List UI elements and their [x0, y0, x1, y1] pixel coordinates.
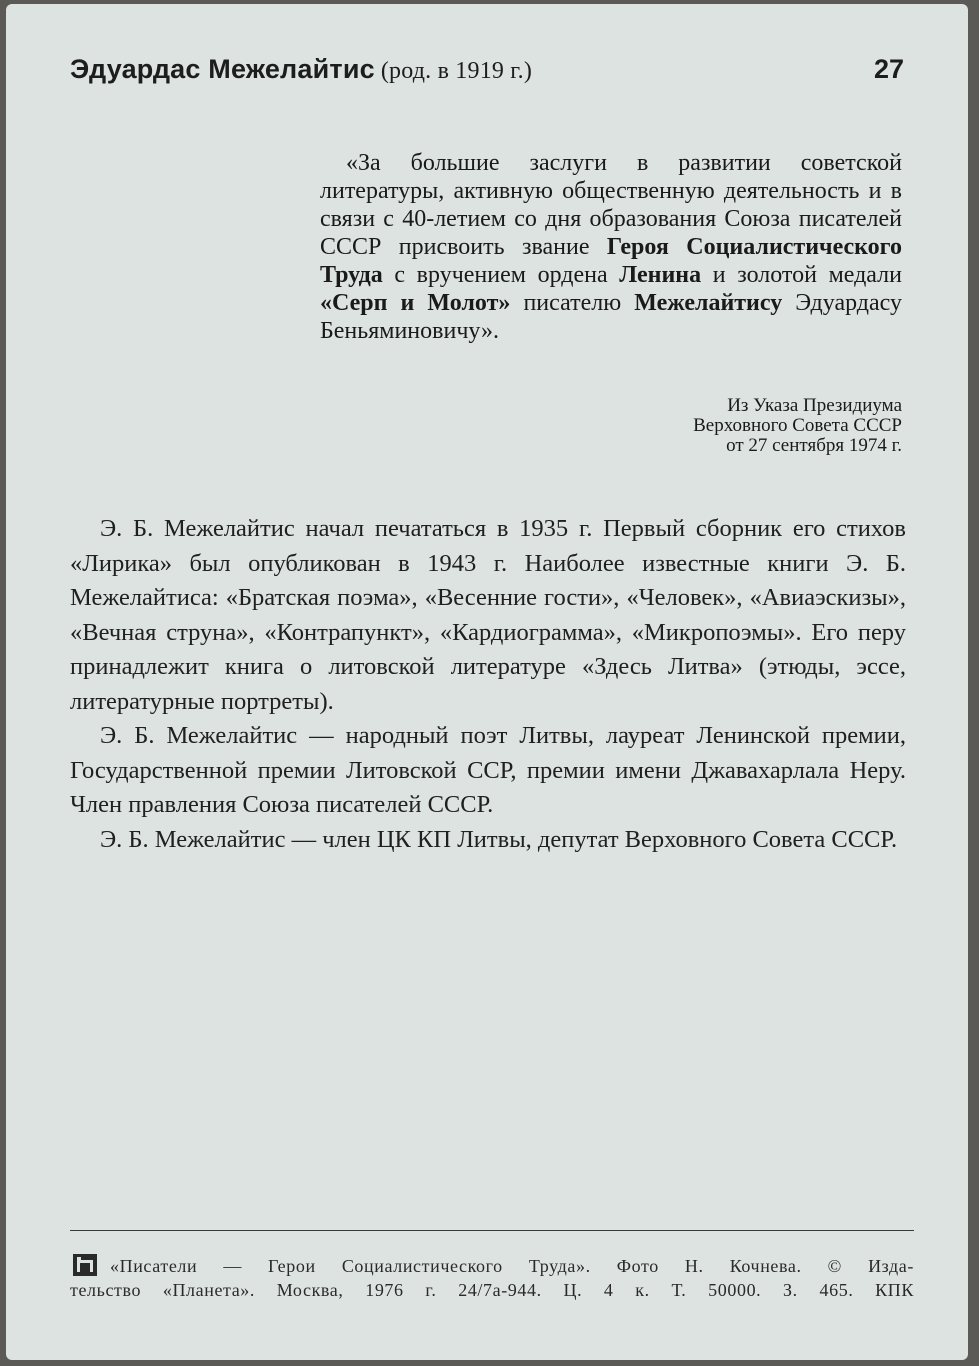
quote-text-1: «За большие заслуги в развитии советской литературы, активную общественную деятельность и в связи с 40-летием со дня образования Союза писателей СССР присвоить звание	[320, 150, 902, 260]
author-name: Эдуардас Межелайтис	[70, 54, 375, 84]
imprint-line-1: «Писатели — Герои Социалистического Труда». Фото Н. Кочнева. © Изда-	[110, 1256, 914, 1276]
footer-divider	[70, 1230, 914, 1231]
quote-text-4: писателю	[510, 290, 635, 316]
biography-paragraph-3: Э. Б. Межелайтис — член ЦК КП Литвы, депутат Верховного Совета СССР.	[100, 825, 898, 853]
source-line-3: от 27 сентября 1974 г.	[726, 435, 902, 456]
quote-text-2: с вручением ордена	[382, 262, 620, 288]
quote-bold-surname: Межелайтису	[634, 290, 783, 316]
postcard-back	[6, 4, 968, 1360]
imprint-line-2: тельство «Планета». Москва, 1976 г. 24/7а-944. Ц. 4 к. Т. 50000. З. 465. КПК	[70, 1280, 914, 1300]
biography-paragraph-1: Э. Б. Межелайтис начал печататься в 1935 г. Первый сборник его стихов «Лирика» был опубликован в 1943 г. Наиболее известные книги Э. Б. Межелайтиса: «Братская поэма», «Весенние гости», «Человек», «Авиаэскизы», «Вечная струна», «Контрапункт», «Кардиограмма», «Микропоэмы». Его перу принадлежит книга о литовской литературе «Здесь Литва» (этюды, эссе, литературные портреты).	[70, 515, 906, 715]
author-heading	[70, 54, 532, 85]
quote-source	[693, 396, 902, 456]
biography	[70, 512, 906, 857]
author-years: (род. в 1919 г.)	[380, 58, 533, 84]
quote-text-3: и золотой медали	[701, 262, 902, 288]
decree-quote	[320, 149, 902, 345]
biography-paragraph-2: Э. Б. Межелайтис — народный поэт Литвы, лауреат Ленинской премии, Государственной премии Литовской ССР, премии имени Джавахарлала Неру. Член правления Союза писателей СССР.	[70, 722, 906, 818]
quote-bold-order: Ленина	[619, 262, 702, 288]
publisher-logo-icon	[72, 1253, 98, 1277]
source-line-1: Из Указа Президиума	[727, 395, 902, 416]
quote-text-5: Эдуардасу Беньяминовичу».	[320, 290, 902, 344]
quote-bold-medal: «Серп и Молот»	[320, 290, 511, 316]
quote-bold-hero-title: Героя Социалистического Труда	[320, 234, 902, 288]
source-line-2: Верховного Совета СССР	[693, 415, 902, 436]
card-number: 27	[873, 54, 904, 84]
